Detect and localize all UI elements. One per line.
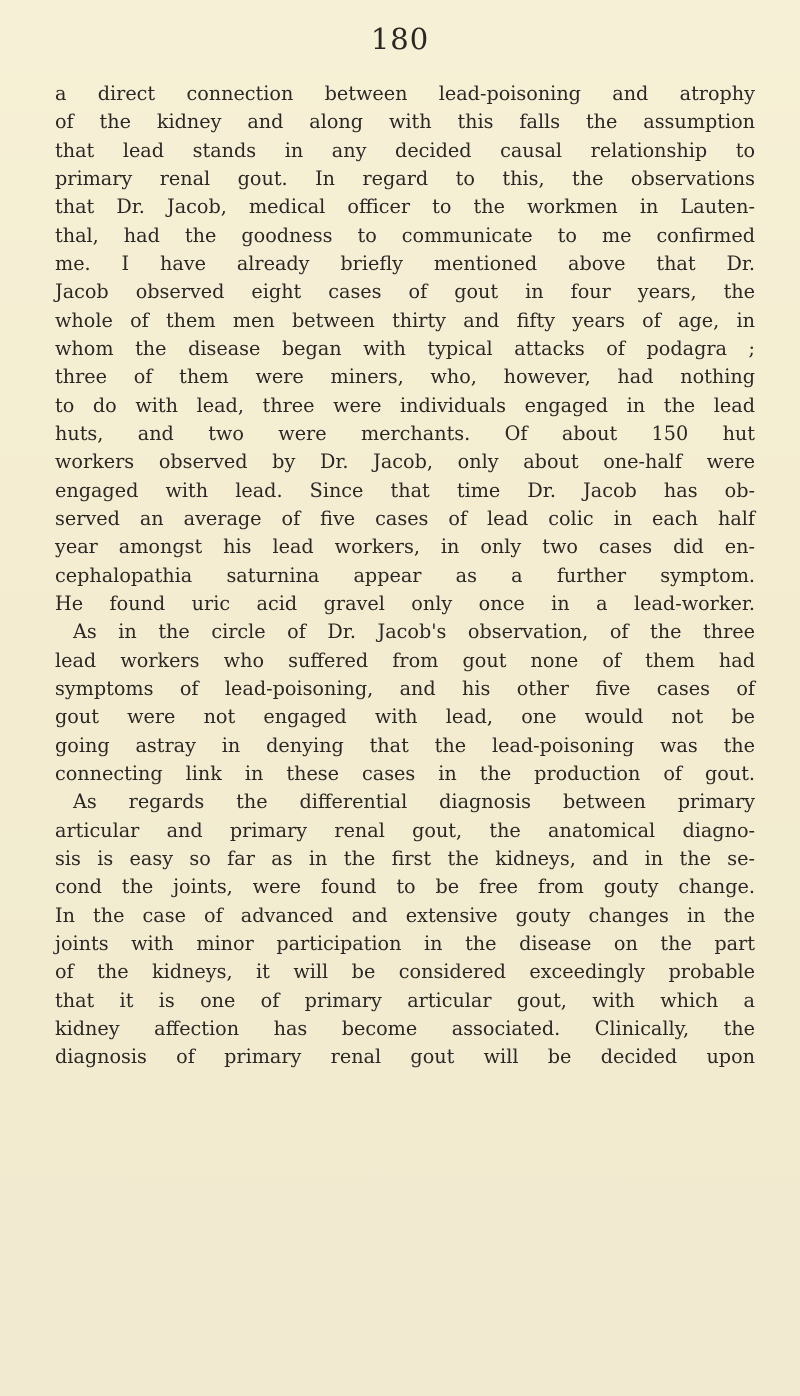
text-line: kidney affection has become associated. Clinically, the	[55, 1016, 755, 1040]
text-line: sis is easy so far as in the first the kidneys, and in the se-	[55, 846, 755, 870]
text-line: three of them were miners, who, however, had nothing	[55, 365, 755, 389]
text-line: huts, and two were merchants. Of about 150 hut	[55, 421, 755, 445]
text-line: of the kidneys, it will be considered exceedingly probable	[55, 960, 755, 984]
text-line: workers observed by Dr. Jacob, only about one-half were	[55, 450, 755, 474]
text-line: He found uric acid gravel only once in a lead-worker.	[55, 591, 755, 615]
text-line: engaged with lead. Since that time Dr. Jacob has ob-	[55, 478, 755, 502]
text-line: that Dr. Jacob, medical officer to the workmen in Lauten-	[55, 195, 755, 219]
text-line: of the kidney and along with this falls the assumption	[55, 110, 755, 134]
text-line: whole of them men between thirty and fifty years of age, in	[55, 308, 755, 332]
text-line: Jacob observed eight cases of gout in four years, the	[55, 280, 755, 304]
text-line: diagnosis of primary renal gout will be decided upon	[55, 1045, 755, 1069]
text-line: a direct connection between lead-poisoning and atrophy	[55, 82, 755, 105]
text-line: whom the disease began with typical attacks of podagra ;	[55, 336, 755, 360]
text-line: cond the joints, were found to be free from gouty change.	[55, 875, 755, 899]
text-line: gout were not engaged with lead, one would not be	[55, 705, 755, 729]
text-line: articular and primary renal gout, the anatomical diagno-	[55, 818, 755, 842]
text-line: primary renal gout. In regard to this, the observations	[55, 166, 755, 190]
text-line: thal, had the goodness to communicate to me confirmed	[55, 223, 755, 247]
text-line: lead workers who suffered from gout none of them had	[55, 648, 755, 672]
text-line: connecting link in these cases in the production of gout.	[55, 761, 755, 785]
text-line: year amongst his lead workers, in only two cases did en-	[55, 535, 755, 559]
text-line: As regards the differential diagnosis between primary	[73, 790, 755, 814]
text-line: As in the circle of Dr. Jacob's observation, of the three	[73, 620, 755, 644]
text-line: that it is one of primary articular gout, with which a	[55, 988, 755, 1012]
page-number: 180	[370, 22, 430, 56]
text-line: going astray in denying that the lead-poisoning was the	[55, 733, 755, 757]
text-line: joints with minor participation in the disease on the part	[55, 931, 755, 955]
text-line: cephalopathia saturnina appear as a further symptom.	[55, 563, 755, 587]
body-text	[55, 80, 755, 1071]
text-line: me. I have already briefly mentioned above that Dr.	[55, 251, 755, 275]
text-line: to do with lead, three were individuals engaged in the lead	[55, 393, 755, 417]
text-line: served an average of five cases of lead colic in each half	[55, 506, 755, 530]
text-line: In the case of advanced and extensive gouty changes in the	[55, 903, 755, 927]
text-line: that lead stands in any decided causal relationship to	[55, 138, 755, 162]
text-line: symptoms of lead-poisoning, and his other five cases of	[55, 676, 755, 700]
